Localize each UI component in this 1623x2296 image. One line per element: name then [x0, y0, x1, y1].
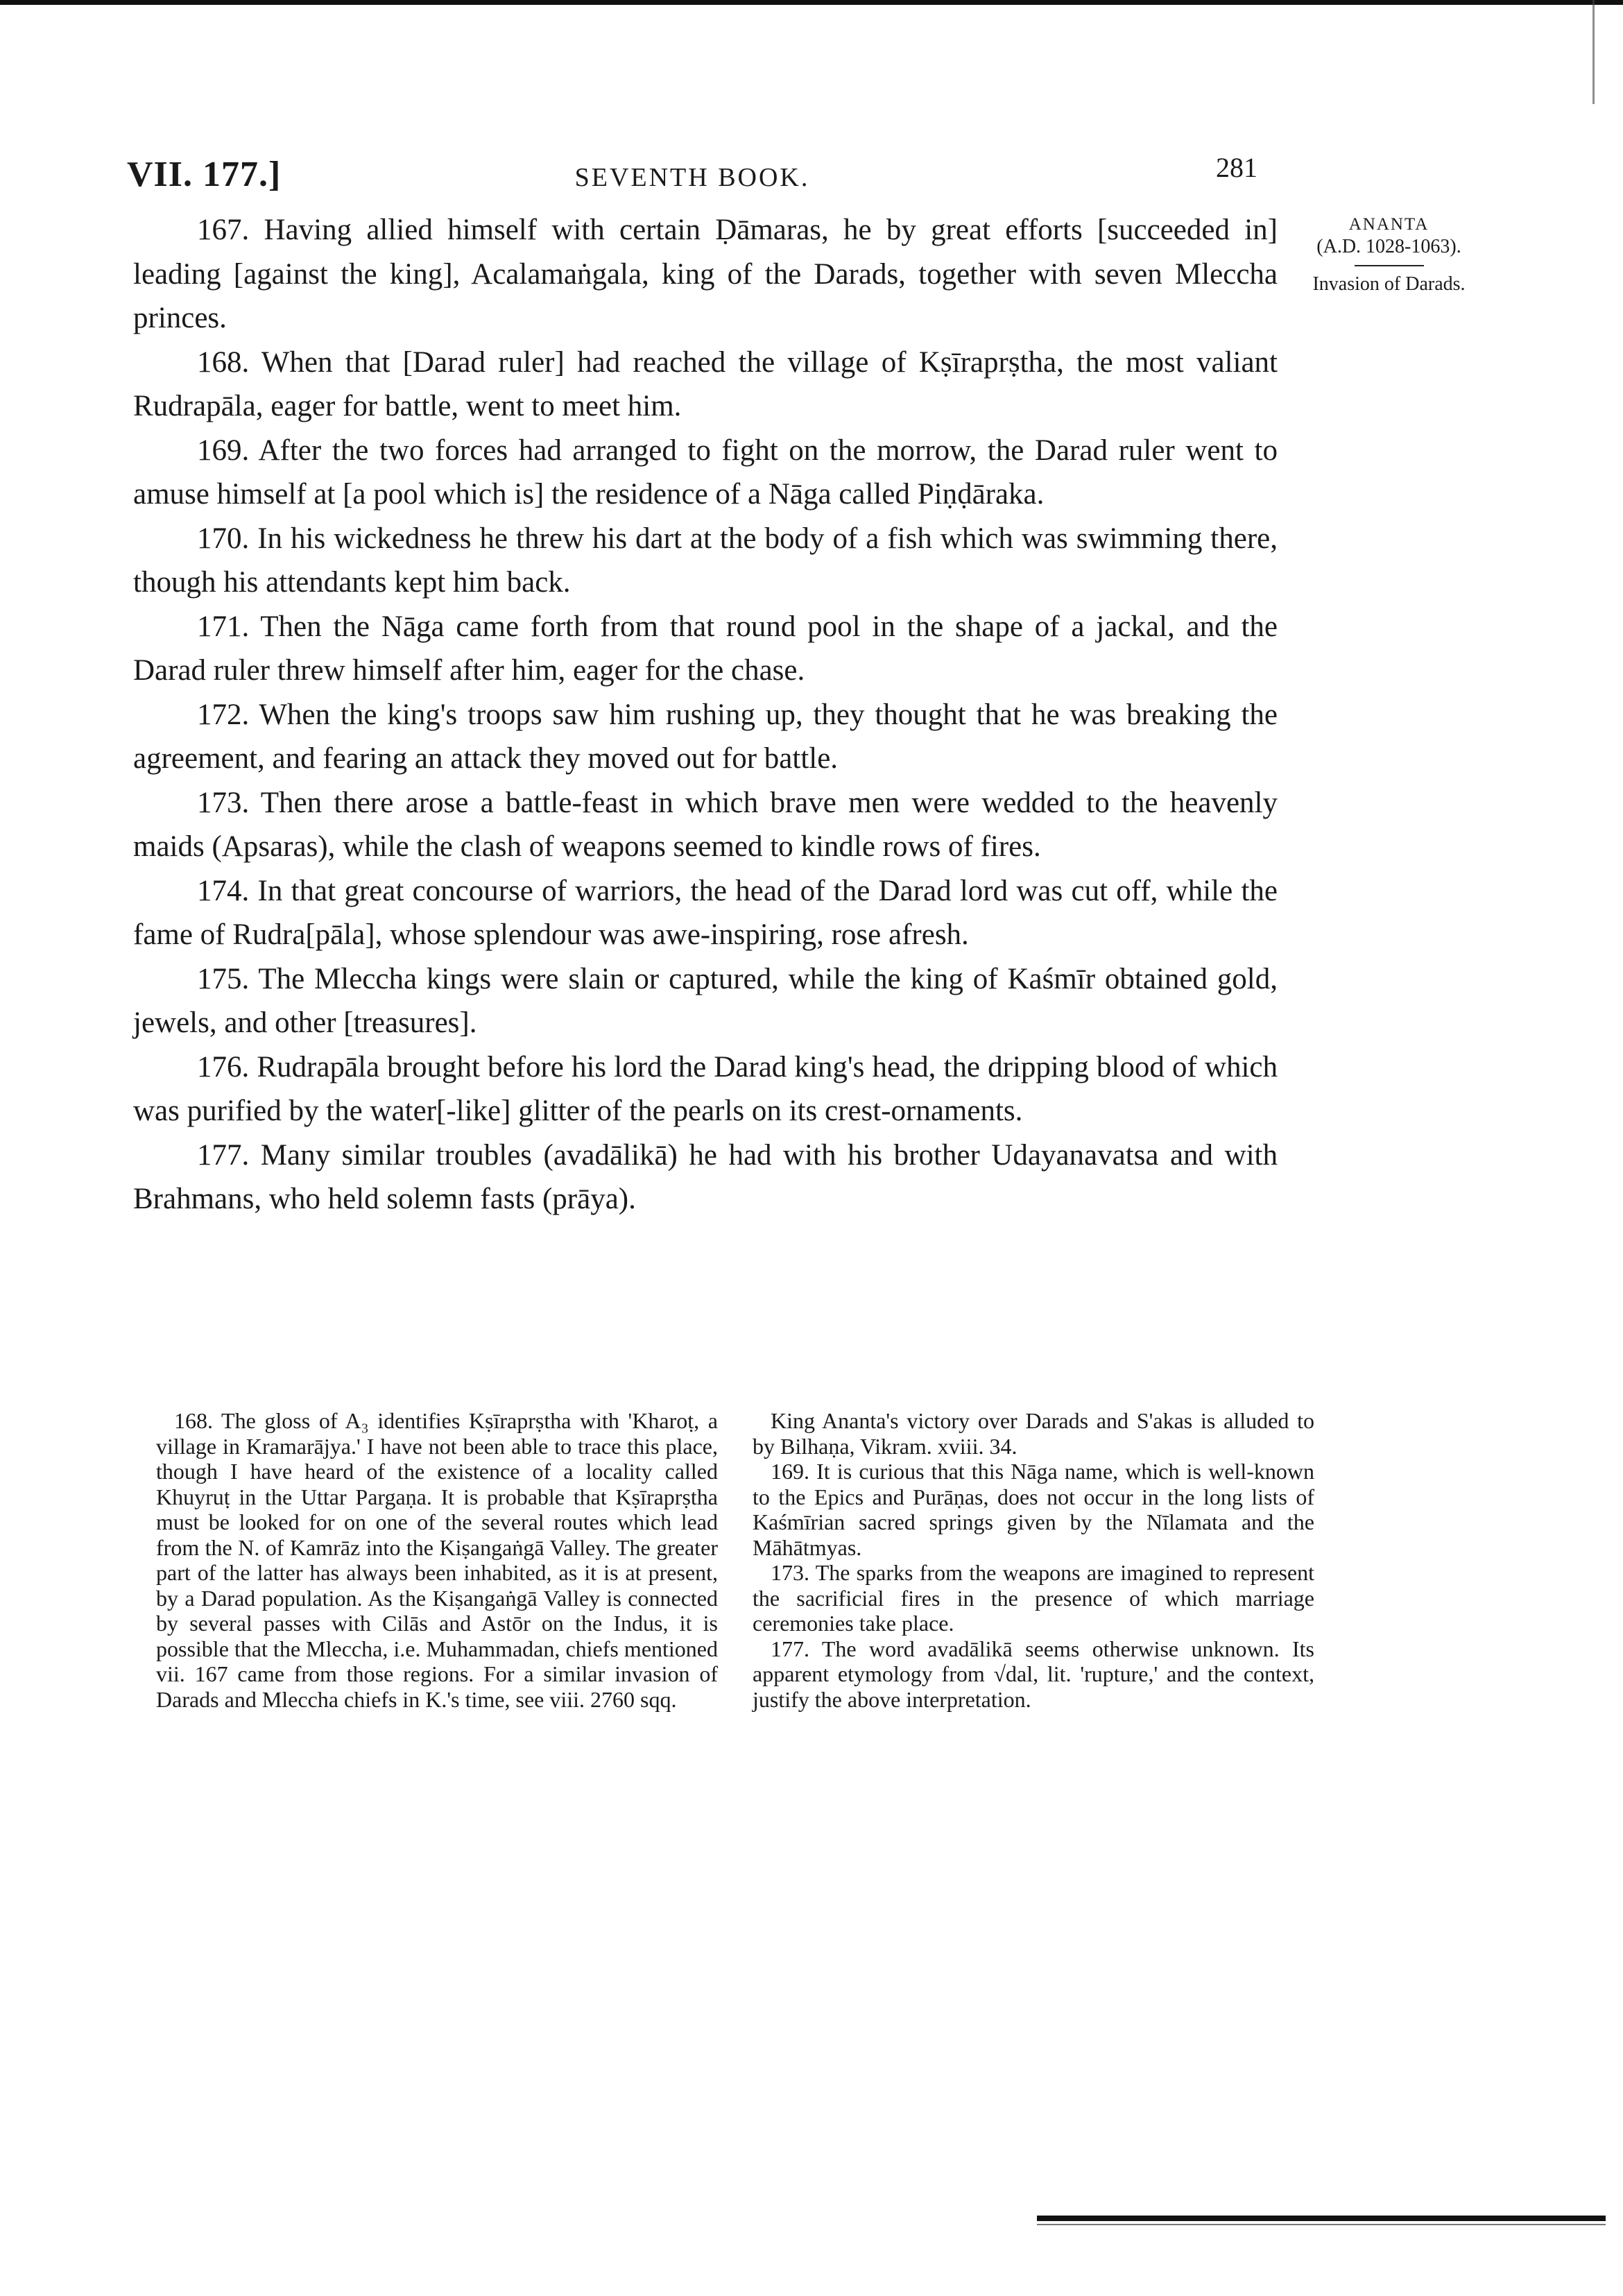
verse-167: 167. Having allied himself with certain Ḍāmaras, he by great efforts [succeeded in] leading [against the king], Acalamaṅgala, king of the Darads, together with seven Mleccha princes. [133, 214, 1278, 334]
translation-body [133, 208, 1278, 1222]
verse-171: 171. Then the Nāga came forth from that round pool in the shape of a jackal, and the Darad ruler threw himself after him, eager for the chase. [133, 610, 1278, 687]
verse-175: 175. The Mleccha kings were slain or captured, while the king of Kaśmīr obtained gold, jewels, and other [treasures]. [133, 962, 1278, 1039]
right-edge-mark [1592, 0, 1595, 104]
top-border-rule [0, 0, 1623, 5]
bottom-rule-shadow [1037, 2224, 1606, 2225]
running-header [127, 154, 1257, 209]
marginal-king-name: ANANTA [1348, 215, 1429, 234]
verse-174: 174. In that great concourse of warriors, the head of the Darad lord was cut off, while the fame of Rudra[pāla], whose splendour was awe-inspiring, rose afresh. [133, 874, 1278, 951]
footnote-168-continued: King Ananta's victory over Darads and S'akas is alluded to by Bilhaṇa, Vikram. xviii. 34. [753, 1408, 1314, 1459]
footnote-177: 177. The word avadālikā seems otherwise unknown. Its apparent etymology from √dal, lit. 'rupture,' and the context, justify the above interpretation. [753, 1636, 1314, 1712]
marginal-topic: Invasion of Darads. [1312, 273, 1466, 295]
verse-172: 172. When the king's troops saw him rushing up, they thought that he was breaking the agreement, and fearing an attack they moved out for battle. [133, 698, 1278, 775]
verse-173: 173. Then there arose a battle-feast in which brave men were wedded to the heavenly maids (Apsaras), while the clash of weapons seemed to kindle rows of fires. [133, 786, 1278, 863]
running-head-verse-range: VII. 177.] [127, 155, 282, 194]
footnote-173: 173. The sparks from the weapons are imagined to represent the sacrificial fires in the presence of which marriage ceremonies take place. [753, 1560, 1314, 1636]
verse-176: 176. Rudrapāla brought before his lord the Darad king's head, the dripping blood of which was purified by the water[-like] glitter of the pearls on its crest-ornaments. [133, 1050, 1278, 1127]
verse-177: 177. Many similar troubles (avadālikā) he had with his brother Udayanavatsa and with Brahmans, who held solemn fasts (prāya). [133, 1138, 1278, 1215]
marginal-divider [1355, 265, 1424, 266]
bottom-rule [1037, 2216, 1606, 2221]
page-number: 281 [1216, 152, 1257, 183]
footnotes-left-column [156, 1408, 718, 1712]
verse-168: 168. When that [Darad ruler] had reached the village of Kṣīraprṣtha, the most valiant Rudrapāla, eager for battle, went to meet him. [133, 345, 1278, 422]
running-head-book-title: SEVENTH BOOK. [574, 163, 810, 192]
marginal-note [1287, 214, 1491, 295]
verse-170: 170. In his wickedness he threw his dart at the body of a fish which was swimming there, though his attendants kept him back. [133, 522, 1278, 599]
verse-169: 169. After the two forces had arranged to fight on the morrow, the Darad ruler went to amuse himself at [a pool which is] the residence of a Nāga called Piṇḍāraka. [133, 434, 1278, 511]
footnote-168: 168. The gloss of A₃ identifies Kṣīraprṣtha with 'Kharoṭ, a village in Kramarājya.' I have not been able to trace this place, though I have heard of the existence of a locality called Khuyruṭ in the Uttar Pargaṇa. It is probable that Kṣīraprṣtha must be looked for on one of the several routes which lead from the N. of Kamrāz into the Kiṣangaṅgā Valley. The greater part of the latter has always been inhabited, as it is at present, by a Darad population. As the Kiṣangaṅgā Valley is connected by several passes with Cilās and Astōr on the Indus, it is possible that the Mleccha, i.e. Muhammadan, chiefs mentioned vii. 167 came from those regions. For a similar invasion of Darads and Mleccha chiefs in K.'s time, see viii. 2760 sqq. [156, 1408, 718, 1712]
marginal-reign-dates: (A.D. 1028-1063). [1316, 236, 1461, 257]
footnote-169: 169. It is curious that this Nāga name, which is well-known to the Epics and Purāṇas, does not occur in the long lists of Kaśmīrian sacred springs given by the Nīlamata and the Māhātmyas. [753, 1459, 1314, 1560]
footnotes-right-column [753, 1408, 1314, 1712]
